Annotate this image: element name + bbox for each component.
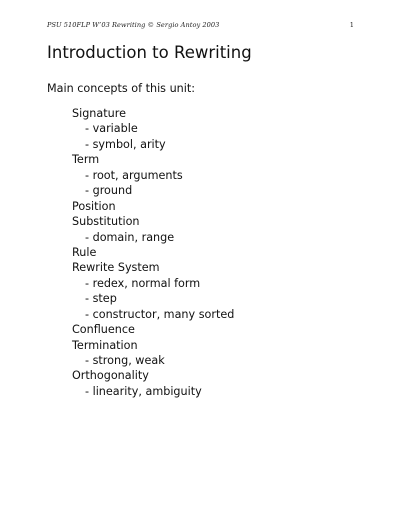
concept-subitem: - strong, weak xyxy=(85,354,165,367)
header-course-info: PSU 510FLP W’03 Rewriting © Sergio Antoy 2003 xyxy=(47,21,220,29)
concept-item: Confluence xyxy=(72,323,135,337)
concept-item: Position xyxy=(72,199,116,213)
concept-item: Rule xyxy=(72,245,97,259)
concept-subitem: - constructor, many sorted xyxy=(85,307,235,321)
concept-item: Signature xyxy=(72,107,126,120)
concept-subitem: - root, arguments xyxy=(85,168,183,182)
concept-subitem: - variable xyxy=(85,122,138,136)
intro-text: Main concepts of this unit: xyxy=(47,82,196,95)
concept-subitem: - domain, range xyxy=(85,230,175,244)
page-number: 1 xyxy=(349,21,354,29)
concept-subitem: - step xyxy=(85,292,117,306)
concept-item: Substitution xyxy=(72,215,140,229)
concept-item: Termination xyxy=(72,338,138,352)
concept-item: Term xyxy=(72,153,100,167)
concept-item: Orthogonality xyxy=(72,369,149,383)
running-header xyxy=(47,21,354,33)
concept-subitem: - redex, normal form xyxy=(85,276,201,290)
concept-item: Rewrite System xyxy=(72,261,160,275)
concept-list xyxy=(72,106,234,399)
concept-subitem: - linearity, ambiguity xyxy=(85,384,202,398)
page-title: Introduction to Rewriting xyxy=(47,43,252,62)
concept-subitem: - symbol, arity xyxy=(85,137,166,151)
concept-subitem: - ground xyxy=(85,184,133,198)
